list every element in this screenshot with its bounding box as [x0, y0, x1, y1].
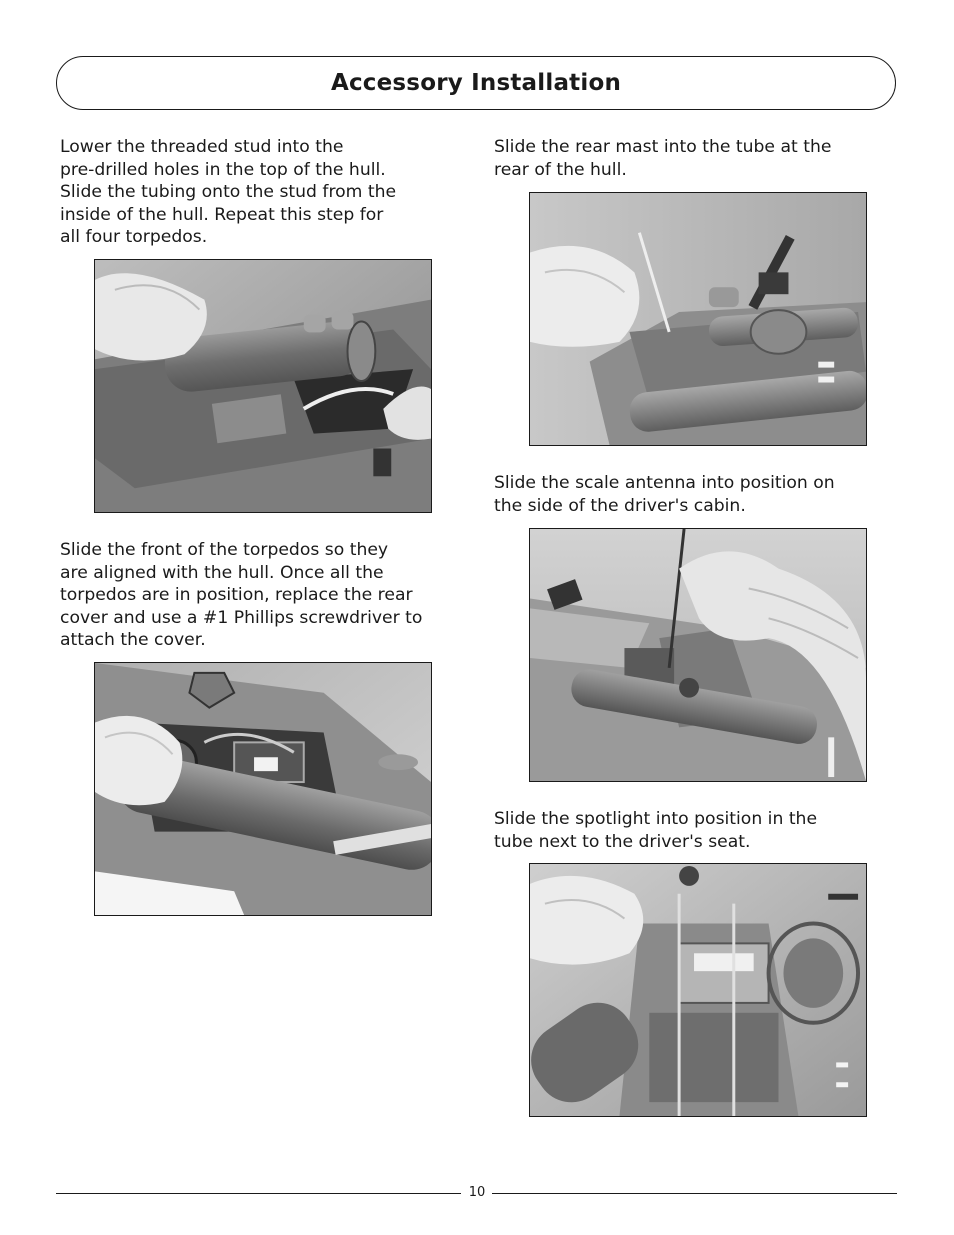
- footer-rule-right: [492, 1193, 897, 1194]
- rear-mast-illustration: [530, 193, 866, 445]
- step-1-text: Lower the threaded stud into the pre-drilled holes in the top of the hull. Slide the tubing onto the stud from the inside of the hull. Repeat this step for all four torpedos.: [60, 137, 397, 248]
- step-5-text: Slide the spotlight into position in the tube next to the driver's seat.: [494, 809, 818, 852]
- photo-scale-antenna: [529, 528, 867, 782]
- page-number: 10: [468, 1185, 486, 1200]
- photo-rear-mast: [529, 192, 867, 446]
- step-3-text: Slide the rear mast into the tube at the rear of the hull.: [494, 137, 832, 180]
- photo-torpedo-stud: [94, 259, 432, 513]
- section-header: [56, 56, 896, 110]
- photo-torpedo-cover: [94, 662, 432, 916]
- torpedo-stud-illustration: [95, 260, 431, 512]
- scale-antenna-illustration: [530, 529, 866, 781]
- torpedo-cover-illustration: [95, 663, 431, 915]
- step-4-text: Slide the scale antenna into position on the side of the driver's cabin.: [494, 473, 835, 516]
- spotlight-illustration: [530, 864, 866, 1116]
- step-2-text: Slide the front of the torpedos so they are aligned with the hull. Once all the torpedos are in position, replace the rear cover and use a #1 Phillips screwdriver to attach the cover.: [60, 540, 423, 651]
- footer-rule-left: [56, 1193, 461, 1194]
- page-title: Accessory Installation: [330, 70, 622, 96]
- photo-spotlight: [529, 863, 867, 1117]
